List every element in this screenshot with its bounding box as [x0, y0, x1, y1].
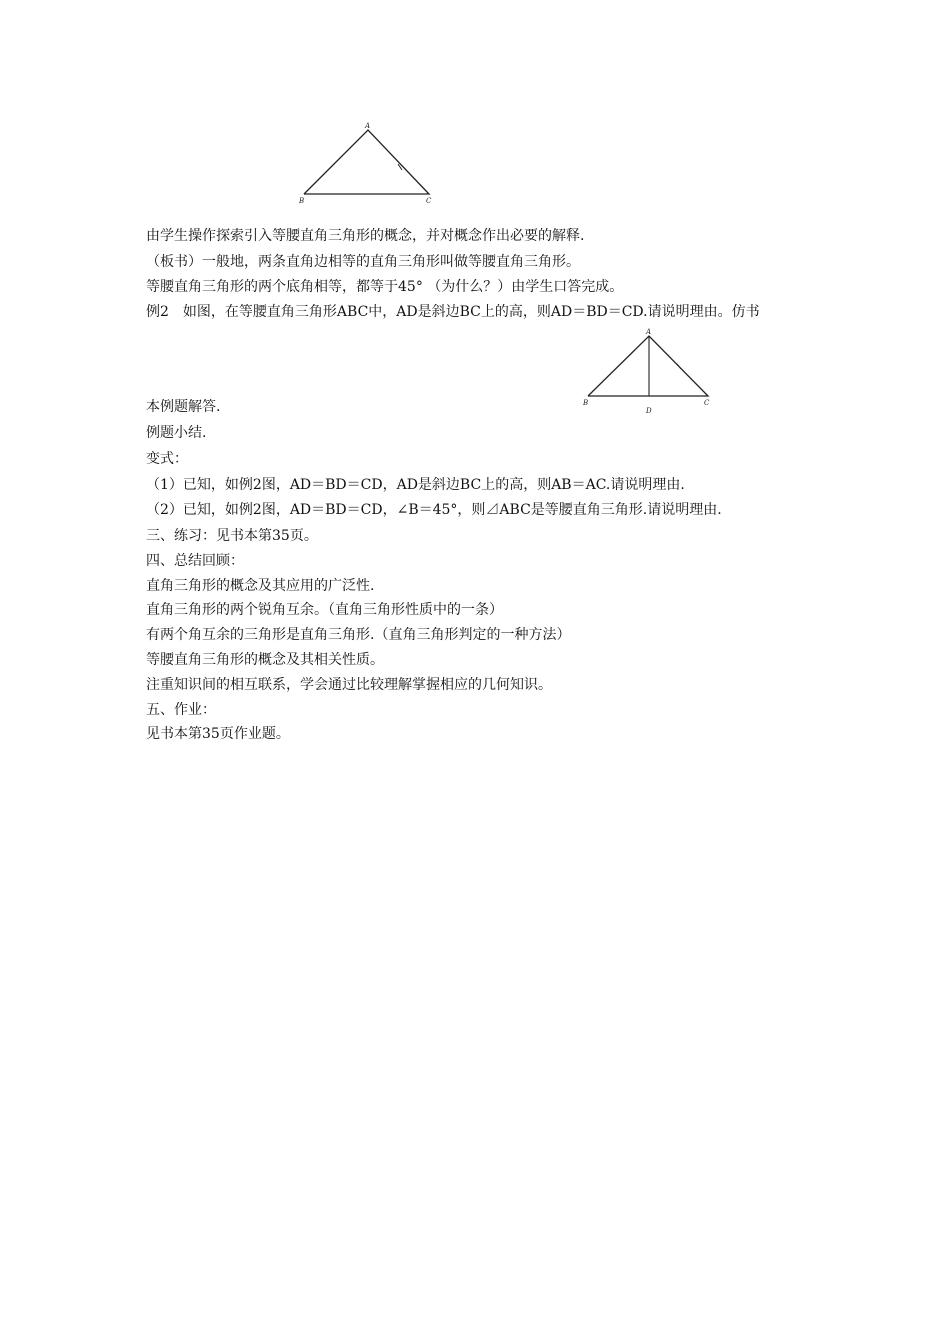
text-line: 四、总结回顾：: [146, 553, 244, 569]
side-ac-tick: [677, 364, 681, 369]
text-line: （板书）一般地，两条直角边相等的直角三角形叫做等腰直角三角形。: [146, 254, 580, 270]
text-line: （1）已知，如例2图，AD＝BD＝CD，AD是斜边BC上的高，则AB＝AC.请说明理由.: [146, 477, 685, 493]
text-line: 由学生操作探索引入等腰直角三角形的概念，并对概念作出必要的解释.: [146, 228, 585, 244]
vertex-label-a: A: [646, 328, 652, 336]
text-line: 直角三角形的概念及其应用的广泛性.: [146, 578, 375, 594]
text-line: 五、作业：: [146, 702, 216, 718]
triangle-abc-outline: [304, 130, 429, 194]
vertex-label-c: C: [704, 399, 710, 407]
text-line: 例题小结.: [146, 425, 207, 441]
text-line: 直角三角形的两个锐角互余。（直角三角形性质中的一条）: [146, 602, 503, 618]
text-line: 注重知识间的相互联系，学会通过比较理解掌握相应的几何知识。: [146, 677, 552, 693]
vertex-label-b: B: [583, 399, 589, 407]
text-line: 有两个角互余的三角形是直角三角形.（直角三角形判定的一种方法）: [146, 627, 571, 643]
triangle-abc-figure: [296, 120, 436, 206]
vertex-label-a: A: [365, 122, 371, 130]
text-line: 见书本第35页作业题。: [146, 726, 290, 742]
text-line: 等腰直角三角形的两个底角相等，都等于45° （为什么？）由学生口答完成。: [146, 279, 624, 295]
vertex-label-b: B: [299, 197, 305, 205]
text-line: 三、练习：见书本第35页。: [146, 528, 318, 544]
text-line: 变式：: [146, 451, 188, 467]
text-line: （2）已知，如例2图，AD＝BD＝CD，∠B＝45°，则⊿ABC是等腰直角三角形.请说明理由.: [146, 502, 722, 518]
text-line: 等腰直角三角形的概念及其相关性质。: [146, 652, 384, 668]
triangle-abc-altitude-figure: [580, 326, 720, 416]
vertex-label-c: C: [426, 197, 432, 205]
text-line: 例2 如图，在等腰直角三角形ABC中，AD是斜边BC上的高，则AD＝BD＝CD.请说明理由。仿书: [146, 304, 760, 320]
text-line: 本例题解答.: [146, 399, 221, 415]
triangle-abc-outline: [588, 336, 708, 396]
vertex-label-d: D: [646, 407, 652, 415]
